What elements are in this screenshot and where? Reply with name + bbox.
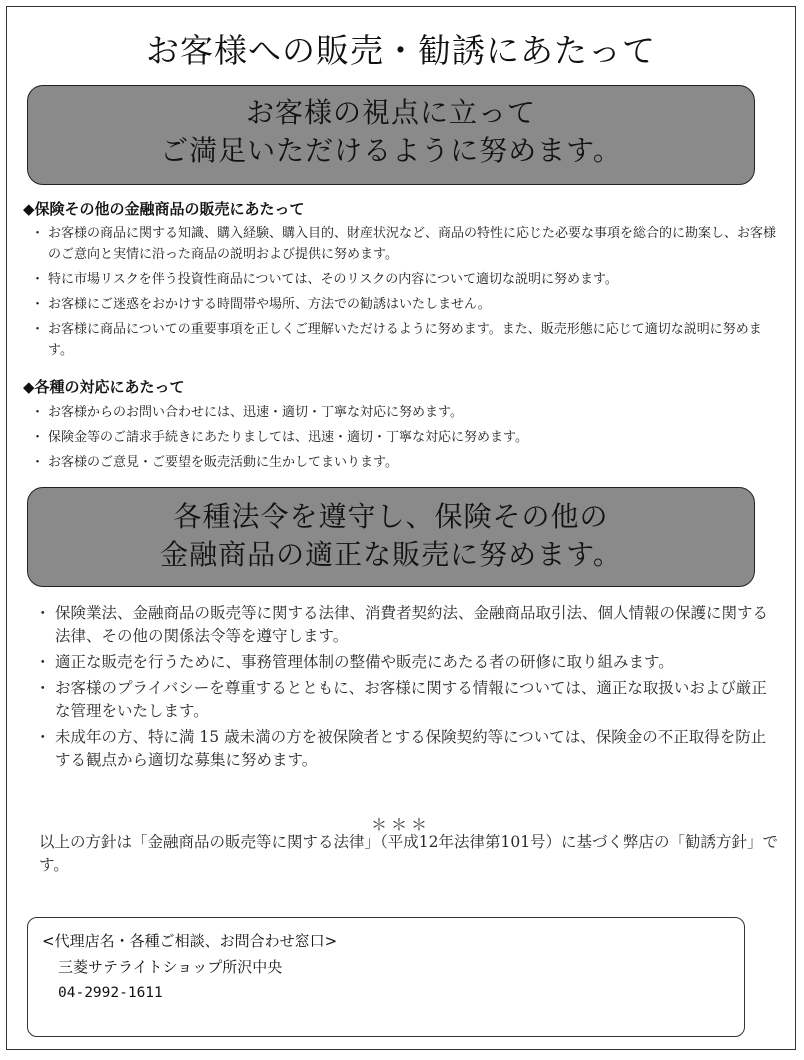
list-item: ・ お客様のご意見・ご要望を販売活動に生かしてまいります。 (33, 452, 785, 473)
banner2-line2: 金融商品の適正な販売に努めます。 (160, 538, 622, 571)
banner1-line2: ご満足いただけるように努めます。 (160, 134, 622, 167)
phone-number: 04-2992-1611 (58, 985, 163, 1001)
section1-heading: ◆保険その他の金融商品の販売にあたって (23, 200, 305, 218)
section2-heading: ◆各種の対応にあたって (23, 378, 185, 396)
banner1-line1: お客様の視点に立って (245, 96, 536, 129)
separator-stars: ＊＊＊ (370, 815, 431, 834)
contact-heading: <代理店名・各種ご相談、お問合わせ窓口> (42, 932, 338, 950)
page-title: お客様への販売・勧誘にあたって (146, 31, 656, 70)
list-item: ・ お客様のプライバシーを尊重するとともに、お客様に関する情報については、適正な取扱いおよび厳正な管理をいたします。 (37, 677, 781, 723)
section2-list (33, 402, 785, 477)
legal-compliance-banner (27, 487, 755, 587)
list-item: ・ お客様からのお問い合わせには、迅速・適切・丁寧な対応に努めます。 (33, 402, 785, 423)
section3-list (37, 602, 781, 775)
banner2-line1: 各種法令を遵守し、保険その他の (173, 500, 609, 533)
contact-box (27, 917, 745, 1037)
list-item: ・ 保険金等のご請求手続きにあたりましては、迅速・適切・丁寧な対応に努めます。 (33, 427, 785, 448)
list-item: ・ お客様の商品に関する知識、購入経験、購入目的、財産状況など、商品の特性に応じた必要な事項を総合的に勘案し、お客様のご意向と実情に沿った商品の説明および提供に努めます。 (33, 223, 785, 265)
list-item: ・ 特に市場リスクを伴う投資性商品については、そのリスクの内容について適切な説明に努めます。 (33, 269, 785, 290)
policy-basis-note: 以上の方針は「金融商品の販売等に関する法律」（平成12年法律第101号）に基づく弊店の「勧誘方針」です。 (39, 833, 779, 874)
list-item: ・ お客様にご迷惑をおかけする時間帯や場所、方法での勧誘はいたしません。 (33, 294, 785, 315)
section1-list (33, 223, 785, 365)
list-item: ・ お客様に商品についての重要事項を正しくご理解いただけるように努めます。また、販売形態に応じて適切な説明に努めます。 (33, 319, 785, 361)
customer-viewpoint-banner (27, 85, 755, 185)
list-item: ・ 未成年の方、特に満 15 歳未満の方を被保険者とする保険契約等については、保険金の不正取得を防止する観点から適切な募集に努めます。 (37, 726, 781, 772)
list-item: ・ 保険業法、金融商品の販売等に関する法律、消費者契約法、金融商品取引法、個人情報の保護に関する法律、その他の関係法令等を遵守します。 (37, 602, 781, 648)
list-item: ・ 適正な販売を行うために、事務管理体制の整備や販売にあたる者の研修に取り組みます。 (37, 651, 781, 674)
policy-document (6, 6, 796, 1050)
agency-name: 三菱サテライトショップ所沢中央 (58, 958, 283, 976)
